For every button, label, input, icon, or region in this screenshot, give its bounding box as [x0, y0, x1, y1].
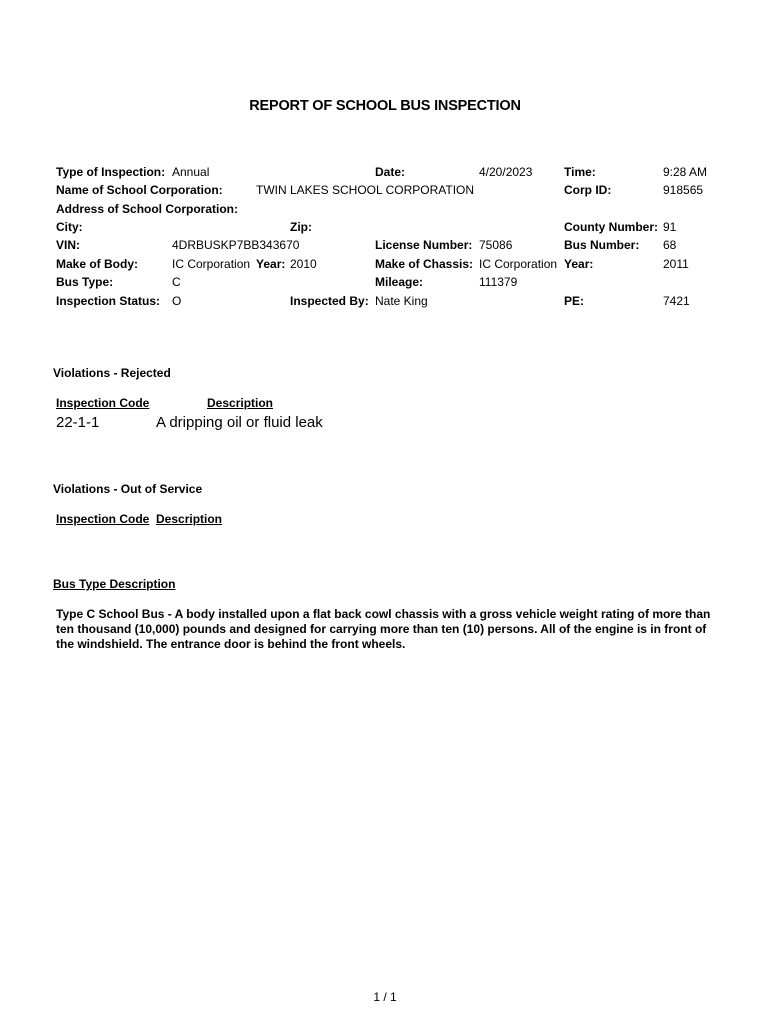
pe-label: PE:	[564, 294, 585, 308]
type-of-inspection-value: Annual	[172, 165, 210, 179]
inspected-by-value: Nate King	[375, 294, 428, 308]
bus-number-label: Bus Number:	[564, 238, 640, 252]
inspection-status-label: Inspection Status:	[56, 294, 161, 308]
violations-rejected-heading: Violations - Rejected	[53, 366, 171, 380]
make-of-chassis-value: IC Corporation	[479, 257, 558, 271]
school-corporation-address-label: Address of School Corporation:	[56, 202, 239, 216]
vin-value: 4DRBUSKP7BB343670	[172, 238, 300, 252]
corp-id-value: 918565	[663, 183, 704, 197]
make-of-body-value: IC Corporation	[172, 257, 251, 271]
bus-type-value: C	[172, 275, 181, 289]
city-label: City:	[56, 220, 83, 234]
corp-id-label: Corp ID:	[564, 183, 612, 197]
out-of-service-inspection-code-header: Inspection Code	[56, 512, 150, 526]
rejected-description-header: Description	[207, 396, 274, 410]
body-year-value: 2010	[290, 257, 317, 271]
bus-type-description-text: Type C School Bus - A body installed upon a flat back cowl chassis with a gross vehicle weight rating of more than ten thousand (10,000) pounds and designed for carrying more than ten (10) persons. All of the engine is in front of the windshield. The entrance door is behind the front wheels.	[56, 607, 711, 651]
school-corporation-name-value: TWIN LAKES SCHOOL CORPORATION	[256, 183, 475, 197]
time-value: 9:28 AM	[663, 165, 708, 179]
rejected-violation-description: A dripping oil or fluid leak	[156, 414, 323, 431]
type-of-inspection-label: Type of Inspection:	[56, 165, 166, 179]
inspected-by-label: Inspected By:	[290, 294, 369, 308]
inspection-status-value: O	[172, 294, 182, 308]
date-label: Date:	[375, 165, 406, 179]
license-number-value: 75086	[479, 238, 513, 252]
bus-type-description-heading: Bus Type Description	[53, 577, 176, 591]
out-of-service-description-header: Description	[156, 512, 223, 526]
vin-label: VIN:	[56, 238, 80, 252]
rejected-violation-code: 22-1-1	[56, 414, 100, 431]
body-year-label: Year:	[256, 257, 286, 271]
date-value: 4/20/2023	[479, 165, 533, 179]
bus-number-value: 68	[663, 238, 677, 252]
bus-type-label: Bus Type:	[56, 275, 114, 289]
county-number-value: 91	[663, 220, 677, 234]
report-title: REPORT OF SCHOOL BUS INSPECTION	[249, 98, 521, 114]
license-number-label: License Number:	[375, 238, 473, 252]
zip-label: Zip:	[290, 220, 312, 234]
time-label: Time:	[564, 165, 596, 179]
mileage-label: Mileage:	[375, 275, 424, 289]
make-of-chassis-label: Make of Chassis:	[375, 257, 474, 271]
mileage-value: 111379	[479, 275, 518, 289]
rejected-inspection-code-header: Inspection Code	[56, 396, 150, 410]
chassis-year-label: Year:	[564, 257, 594, 271]
pe-value: 7421	[663, 294, 690, 308]
school-corporation-name-label: Name of School Corporation:	[56, 183, 223, 197]
chassis-year-value: 2011	[663, 257, 689, 271]
make-of-body-label: Make of Body:	[56, 257, 139, 271]
page-number: 1 / 1	[373, 990, 397, 1004]
violations-out-of-service-heading: Violations - Out of Service	[53, 482, 203, 496]
county-number-label: County Number:	[564, 220, 658, 234]
